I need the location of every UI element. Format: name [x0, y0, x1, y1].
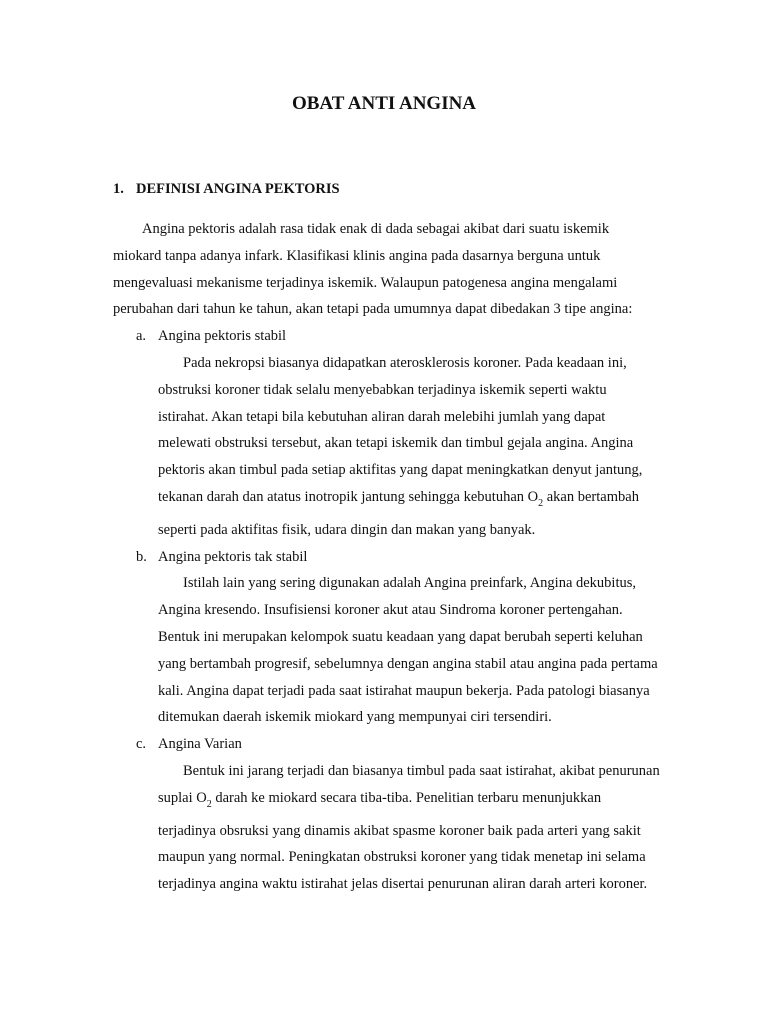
paragraph-line: yang bertambah progresif, sebelumnya dengan angina stabil atau angina pada pertama [158, 655, 658, 672]
intro-line: Angina pektoris adalah rasa tidak enak di dada sebagai akibat dari suatu iskemik [142, 221, 610, 237]
subscript-two: 2 [206, 798, 212, 810]
section-number: 1. [113, 181, 124, 197]
paragraph-line: ditemukan daerah iskemik miokard yang mempunyai ciri tersendiri. [158, 709, 552, 726]
list-item-letter: b. [136, 548, 147, 565]
line-text-before: tekanan darah dan atatus inotropik jantung sehingga kebutuhan O [158, 488, 539, 505]
paragraph-line: terjadinya angina waktu istirahat jelas disertai penurunan aliran darah arteri koroner. [158, 876, 648, 893]
list-item-b [113, 544, 673, 732]
paragraph-line: melewati obstruksi tersebut, akan tetapi iskemik dan timbul gejala angina. Angina [158, 435, 634, 452]
paragraph-line: terjadinya obsruksi yang dinamis akibat spasme koroner baik pada arteri yang sakit [158, 822, 641, 839]
paragraph-line: seperti pada aktifitas fisik, udara dingin dan makan yang banyak. [158, 521, 536, 538]
section-body [113, 216, 673, 898]
document-title: OBAT ANTI ANGINA [291, 93, 477, 114]
paragraph-line: Istilah lain yang sering digunakan adalah Angina preinfark, Angina dekubitus, [183, 575, 637, 592]
line-text-before: suplai O [158, 789, 207, 806]
list-item-title: Angina pektoris tak stabil [158, 548, 308, 565]
list-item-label [113, 731, 673, 758]
paragraph-line: pektoris akan timbul pada setiap aktifitas yang dapat meningkatkan denyut jantung, [158, 462, 643, 479]
list-item-paragraph [158, 350, 673, 544]
paragraph-line: Bentuk ini merupakan kelompok suatu keadaan yang dapat berubah seperti keluhan [158, 628, 643, 645]
list-item-letter: a. [136, 328, 147, 345]
paragraph-line: istirahat. Akan tetapi bila kebutuhan aliran darah melebihi jumlah yang dapat [158, 408, 606, 425]
line-text-after: akan bertambah [543, 488, 639, 505]
paragraph-line: kali. Angina dapat terjadi pada saat istirahat maupun bekerja. Pada patologi biasanya [158, 682, 650, 699]
section-heading-text: DEFINISI ANGINA PEKTORIS [136, 181, 340, 197]
line-text-after: darah ke miokard secara tiba-tiba. Penelitian terbaru menunjukkan [211, 789, 602, 806]
subscript-two: 2 [538, 497, 544, 509]
paragraph-line-subscript [158, 785, 673, 818]
intro-line: mengevaluasi mekanisme terjadinya iskemik. Walaupun patogenesa angina mengalami [113, 274, 618, 291]
list-item-label [113, 544, 673, 571]
paragraph-line: Bentuk ini jarang terjadi dan biasanya timbul pada saat istirahat, akibat penurunan [183, 762, 660, 779]
list-item-paragraph [158, 570, 673, 731]
intro-line: miokard tanpa adanya infark. Klasifikasi klinis angina pada dasarnya berguna untuk [113, 247, 601, 264]
list-item-a [113, 323, 673, 543]
paragraph-line: Angina kresendo. Insufisiensi koroner akut atau Sindroma koroner pertengahan. [158, 602, 623, 619]
paragraph-line: Pada nekropsi biasanya didapatkan aterosklerosis koroner. Pada keadaan ini, [183, 354, 627, 371]
section-heading [113, 181, 340, 198]
list-item-c [113, 731, 673, 898]
intro-line: perubahan dari tahun ke tahun, akan tetapi pada umumnya dapat dibedakan 3 tipe angina: [113, 301, 633, 318]
list-item-title: Angina pektoris stabil [158, 328, 287, 345]
intro-paragraph [113, 216, 673, 323]
paragraph-line: obstruksi koroner tidak selalu menyebabkan terjadinya iskemik seperti waktu [158, 381, 607, 398]
list-item-letter: c. [136, 736, 147, 753]
list-item-label [113, 323, 673, 350]
paragraph-line-subscript [158, 484, 673, 517]
paragraph-line: maupun yang normal. Peningkatan obstruksi koroner yang tidak menetap ini selama [158, 849, 646, 866]
list-item-title: Angina Varian [158, 736, 242, 753]
list-item-paragraph [158, 758, 673, 898]
